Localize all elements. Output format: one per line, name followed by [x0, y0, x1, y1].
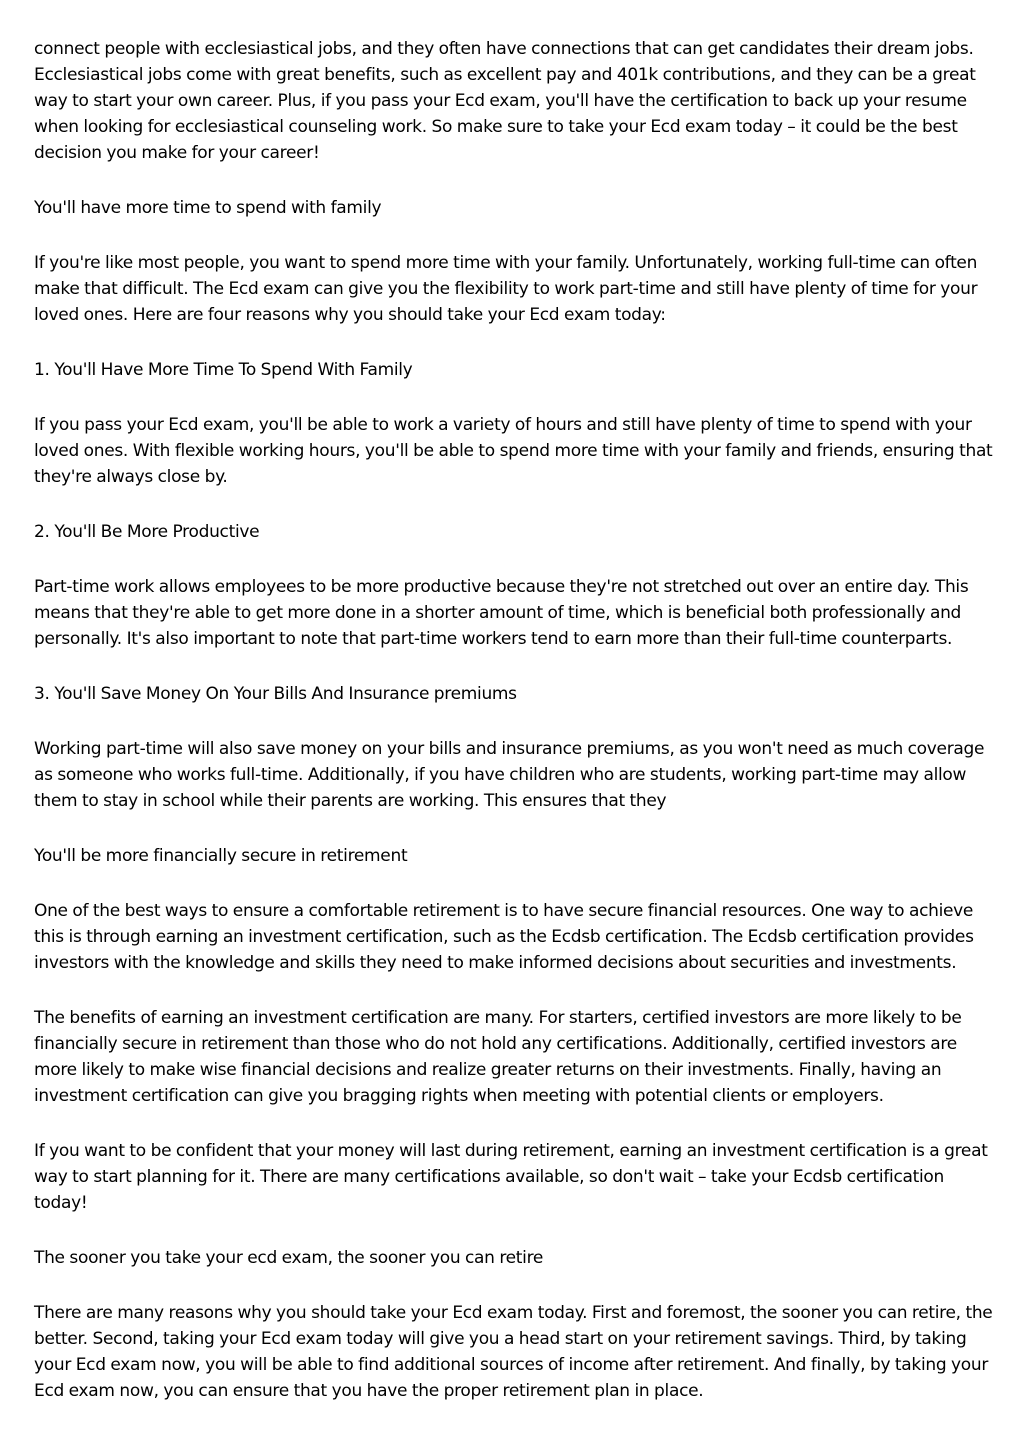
paragraph: If you're like most people, you want to spend more time with your family. Unfortunately, working full-time can often make that difficult. The Ecd exam can give you the flexibility to work part-time and still have plenty of time for your loved ones. Here are four reasons why you should take your Ecd exam today: [34, 253, 978, 325]
list-heading: 2. You'll Be More Productive [34, 522, 260, 542]
paragraph: Working part-time will also save money on your bills and insurance premiums, as you won't need as much coverage as someone who works full-time. Additionally, if you have children who are students, working part-time may allow them to stay in school while their parents are working. This ensures that they [34, 739, 985, 811]
paragraph: If you want to be confident that your money will last during retirement, earning an investment certification is a great way to start planning for it. There are many certifications available, so don't wait – take your Ecdsb certification today! [34, 1141, 988, 1213]
section-heading: The sooner you take your ecd exam, the sooner you can retire [34, 1248, 544, 1268]
list-heading: 1. You'll Have More Time To Spend With Family [34, 360, 413, 380]
paragraph: There are many reasons why you should take your Ecd exam today. First and foremost, the sooner you can retire, the better. Second, taking your Ecd exam today will give you a head start on your retirement savings. Third, by taking your Ecd exam now, you will be able to find additional sources of income after retirement. And finally, by taking your Ecd exam now, you can ensure that you have the proper retirement plan in place. [34, 1303, 993, 1401]
section-heading: You'll have more time to spend with family [34, 198, 382, 218]
paragraph: Part-time work allows employees to be more productive because they're not stretched out over an entire day. This means that they're able to get more done in a shorter amount of time, which is beneficial both professionally and personally. It's also important to note that part-time workers tend to earn more than their full-time counterparts. [34, 577, 969, 649]
paragraph: If you pass your Ecd exam, you'll be able to work a variety of hours and still have plenty of time to spend with your loved ones. With flexible working hours, you'll be able to spend more time with your family and friends, ensuring that they're always close by. [34, 415, 993, 487]
paragraph: connect people with ecclesiastical jobs, and they often have connections that can get candidates their dream jobs. Ecclesiastical jobs come with great benefits, such as excellent pay and 401k contributions, and they can be a great way to start your own career. Plus, if you pass your Ecd exam, you'll have the certification to back up your resume when looking for ecclesiastical counseling work. So make sure to take your Ecd exam today – it could be the best decision you make for your career! [34, 39, 976, 163]
section-heading: You'll be more financially secure in retirement [34, 846, 408, 866]
paragraph: One of the best ways to ensure a comfortable retirement is to have secure financial resources. One way to achieve this is through earning an investment certification, such as the Ecdsb certification. The Ecdsb certification provides investors with the knowledge and skills they need to make informed decisions about securities and investments. [34, 901, 974, 973]
paragraph: The benefits of earning an investment certification are many. For starters, certified investors are more likely to be financially secure in retirement than those who do not hold any certifications. Additionally, certified investors are more likely to make wise financial decisions and realize greater returns on their investments. Finally, having an investment certification can give you bragging rights when meeting with potential clients or employers. [34, 1008, 962, 1106]
document-body [34, 36, 996, 1433]
list-heading: 3. You'll Save Money On Your Bills And Insurance premiums [34, 684, 517, 704]
